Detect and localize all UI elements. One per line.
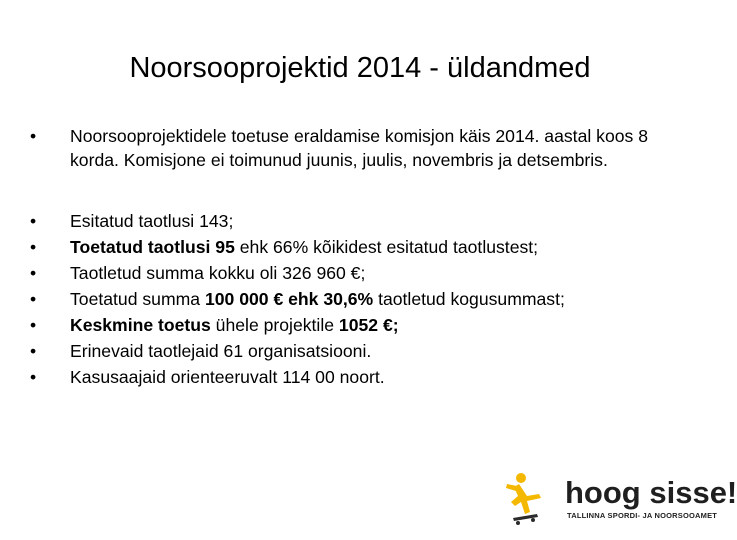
bullet-marker: • [30, 289, 37, 309]
funded-bold-text: Toetatud taotlusi 95 [70, 237, 235, 257]
list-item-funded [30, 235, 670, 259]
bullet-marker: • [30, 211, 37, 231]
bullet-list [30, 124, 670, 391]
bullet-marker: • [30, 126, 37, 146]
granted-bold-text: 100 000 € ehk 30,6% [204, 289, 374, 309]
bullet-marker: • [30, 315, 37, 335]
logo-subtitle: TALLINNA SPORDI- JA NOORSOOAMET [567, 511, 718, 520]
page-title: Noorsooprojektid 2014 - üldandmed [129, 52, 591, 84]
skateboarder-icon [497, 470, 557, 528]
list-item-intro [30, 124, 670, 172]
average-mid-text: ühele projektile [210, 315, 339, 335]
list-item-granted [30, 287, 670, 311]
average-bold-value: 1052 €; [338, 315, 399, 335]
list-item-applicants [30, 339, 670, 363]
applicants-text: Erinevaid taotlejaid 61 organisatsiooni. [70, 341, 372, 361]
granted-pre-text: Toetatud summa [70, 289, 205, 309]
logo-name: hoog sisse! [565, 475, 737, 510]
list-item-submitted [30, 209, 670, 233]
bullet-marker: • [30, 341, 37, 361]
bullet-marker: • [30, 367, 37, 387]
granted-post-text: taotletud kogusummast; [373, 289, 565, 309]
list-item-beneficiaries [30, 365, 670, 389]
logo [497, 470, 737, 530]
submitted-text: Esitatud taotlusi 143; [70, 211, 234, 231]
funded-text: ehk 66% kõikidest esitatud taotlustest; [234, 237, 539, 257]
list-item-average [30, 313, 670, 337]
intro-text: Noorsooprojektidele toetuse eraldamise komisjon käis 2014. aastal koos 8 korda. Komisjone ei toimunud juunis, juulis, novembris ja detsembris. [70, 126, 648, 170]
requested-text: Taotletud summa kokku oli 326 960 €; [70, 263, 366, 283]
list-item-requested [30, 261, 670, 285]
bullet-marker: • [30, 237, 37, 257]
bullet-marker: • [30, 263, 37, 283]
average-bold-label: Keskmine toetus [70, 315, 211, 335]
beneficiaries-text: Kasusaajaid orienteeruvalt 114 00 noort. [70, 367, 385, 387]
